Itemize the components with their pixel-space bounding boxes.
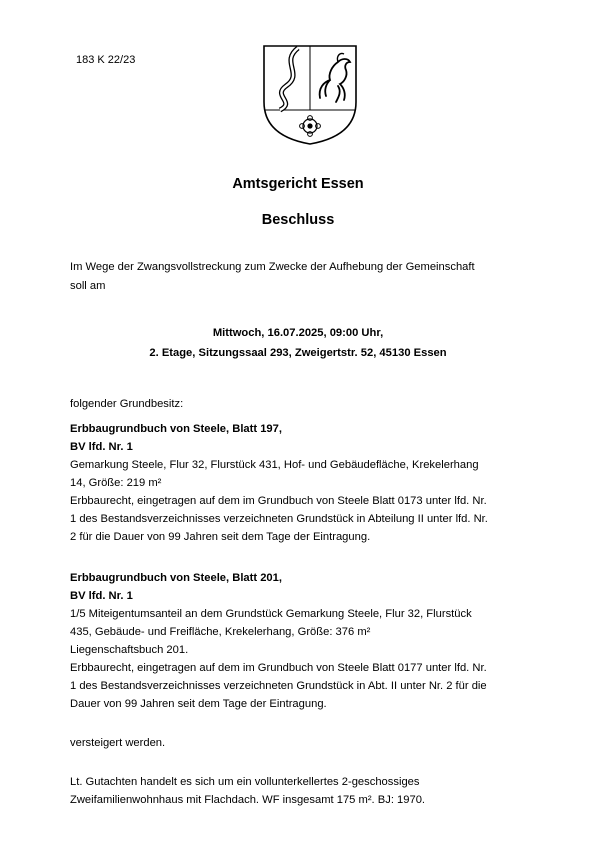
note-line: Lt. Gutachten handelt es sich um ein vollunterkellertes 2-geschossiges bbox=[70, 776, 420, 788]
parcel-line: 1 des Bestandsverzeichnisses verzeichneten Grundstück in Abteilung II unter lfd. Nr. bbox=[70, 513, 488, 525]
nrw-coat-of-arms-icon bbox=[258, 40, 362, 148]
intro-line: Im Wege der Zwangsvollstreckung zum Zwecke der Aufhebung der Gemeinschaft bbox=[70, 261, 475, 273]
parcel-line: 1 des Bestandsverzeichnisses verzeichneten Grundstück in Abt. II unter Nr. 2 für die bbox=[70, 680, 487, 692]
parcel-line: Gemarkung Steele, Flur 32, Flurstück 431, Hof- und Gebäudefläche, Krekelerhang bbox=[70, 459, 479, 471]
intro-line: soll am bbox=[70, 280, 106, 292]
lead-text: folgender Grundbesitz: bbox=[70, 398, 184, 410]
parcel-line: 14, Größe: 219 m² bbox=[70, 477, 162, 489]
parcel-line: 435, Gebäude- und Freifläche, Krekelerhang, Größe: 376 m² bbox=[70, 626, 371, 638]
appointment-date: Mittwoch, 16.07.2025, 09:00 Uhr, bbox=[212, 327, 384, 339]
parcel-line: Dauer von 99 Jahren seit dem Tage der Eintragung. bbox=[70, 698, 327, 710]
parcel-block bbox=[70, 420, 540, 546]
appointment-place: 2. Etage, Sitzungssaal 293, Zweigertstr. 52, 45130 Essen bbox=[149, 347, 447, 359]
court-name: Amtsgericht Essen bbox=[232, 176, 364, 192]
parcel-line: Erbbaurecht, eingetragen auf dem im Grundbuch von Steele Blatt 0173 unter lfd. Nr. bbox=[70, 495, 487, 507]
parcel-bv: BV lfd. Nr. 1 bbox=[70, 590, 133, 602]
parcel-line: 2 für die Dauer von 99 Jahren seit dem Tage der Eintragung. bbox=[70, 531, 371, 543]
parcel-title: Erbbaugrundbuch von Steele, Blatt 201, bbox=[70, 572, 282, 584]
parcel-line: Erbbaurecht, eingetragen auf dem im Grundbuch von Steele Blatt 0177 unter lfd. Nr. bbox=[70, 662, 487, 674]
parcel-bv: BV lfd. Nr. 1 bbox=[70, 441, 133, 453]
note-line: Zweifamilienwohnhaus mit Flachdach. WF insgesamt 175 m². BJ: 1970. bbox=[70, 794, 426, 806]
appraisal-note bbox=[70, 773, 540, 809]
parcel-title: Erbbaugrundbuch von Steele, Blatt 197, bbox=[70, 423, 282, 435]
case-reference: 183 K 22/23 bbox=[76, 54, 136, 66]
parcel-line: Liegenschaftsbuch 201. bbox=[70, 644, 189, 656]
parcel-block bbox=[70, 569, 540, 713]
intro-paragraph bbox=[70, 258, 540, 296]
parcel-line: 1/5 Miteigentumsanteil an dem Grundstück Gemarkung Steele, Flur 32, Flurstück bbox=[70, 608, 472, 620]
document-type: Beschluss bbox=[261, 212, 335, 228]
outro-text: versteigert werden. bbox=[70, 737, 166, 749]
